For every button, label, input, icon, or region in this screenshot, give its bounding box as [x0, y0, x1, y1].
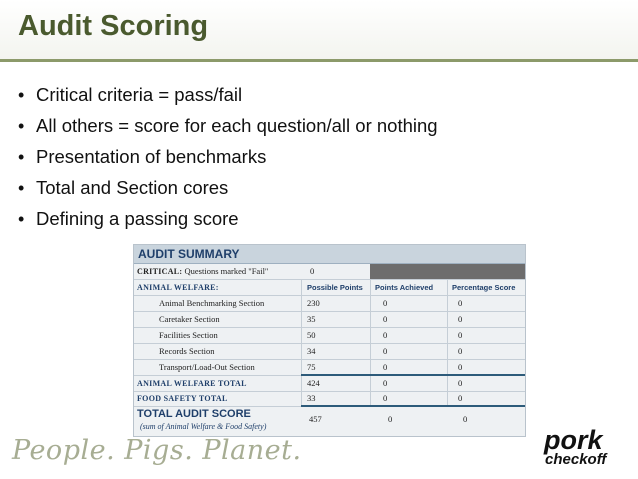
bullet-dot-icon: •	[18, 147, 25, 167]
bullet-dot-icon: •	[18, 116, 25, 136]
pork-checkoff-logo	[540, 425, 624, 469]
section-name: Animal Benchmarking Section	[159, 298, 265, 308]
bullet-text: Presentation of benchmarks	[36, 146, 267, 167]
title-band	[0, 0, 638, 62]
bullet-item	[18, 84, 438, 115]
column-header-row	[134, 280, 525, 296]
section-name: Records Section	[159, 346, 215, 356]
slide-title: Audit Scoring	[18, 10, 209, 42]
possible-points: 50	[301, 328, 369, 343]
percentage-score: 0	[447, 360, 525, 375]
points-achieved: 0	[370, 344, 447, 359]
points-achieved: 0	[370, 312, 447, 327]
points-achieved-header: Points Achieved	[370, 280, 447, 295]
percentage-score: 0	[447, 344, 525, 359]
logo-word-checkoff: checkoff	[545, 451, 607, 468]
possible-points: 424	[301, 376, 369, 391]
points-achieved: 0	[370, 296, 447, 311]
critical-text: Questions marked "Fail"	[184, 266, 269, 276]
critical-row	[134, 264, 525, 280]
percentage-score: 0	[447, 328, 525, 343]
bullet-item	[18, 115, 438, 146]
table-row	[134, 312, 525, 328]
bullet-item	[18, 146, 438, 177]
section-name: Facilities Section	[159, 330, 218, 340]
bullet-text: All others = score for each question/all or nothing	[36, 115, 438, 136]
bullet-dot-icon: •	[18, 209, 25, 229]
bullet-dot-icon: •	[18, 178, 25, 198]
possible-points: 457	[309, 414, 322, 424]
food-safety-total-label: FOOD SAFETY TOTAL	[137, 394, 228, 403]
percentage-score: 0	[447, 312, 525, 327]
points-achieved: 0	[370, 391, 447, 406]
percentage-score: 0	[447, 296, 525, 311]
animal-welfare-total-row	[134, 376, 525, 392]
audit-summary-table	[133, 244, 526, 437]
possible-points: 75	[301, 360, 369, 375]
bullet-item	[18, 208, 438, 239]
table-row	[134, 296, 525, 312]
critical-label: CRITICAL:	[137, 267, 183, 276]
bullet-dot-icon: •	[18, 85, 25, 105]
percentage-score: 0	[447, 376, 525, 391]
bullet-text: Critical criteria = pass/fail	[36, 84, 243, 105]
possible-points: 34	[301, 344, 369, 359]
bullet-text: Defining a passing score	[36, 208, 239, 229]
possible-points-header: Possible Points	[301, 280, 369, 295]
critical-shaded-block	[370, 264, 525, 279]
points-achieved: 0	[370, 376, 447, 391]
bullet-list	[18, 84, 438, 239]
animal-welfare-total-label: ANIMAL WELFARE TOTAL	[137, 379, 247, 388]
points-achieved: 0	[370, 360, 447, 375]
possible-points: 35	[301, 312, 369, 327]
bullet-item	[18, 177, 438, 208]
total-audit-score-subtitle: (sum of Animal Welfare & Food Safety)	[140, 422, 267, 431]
points-achieved: 0	[388, 414, 393, 424]
animal-welfare-header: ANIMAL WELFARE:	[137, 283, 219, 292]
total-audit-score-label: TOTAL AUDIT SCORE	[137, 408, 251, 420]
audit-summary-heading: AUDIT SUMMARY	[134, 245, 525, 264]
critical-value: 0	[310, 266, 315, 276]
bullet-text: Total and Section cores	[36, 177, 229, 198]
table-row	[134, 344, 525, 360]
total-audit-score-row	[134, 406, 525, 436]
percentage-score-header: Percentage Score	[447, 280, 525, 295]
section-name: Transport/Load-Out Section	[159, 362, 255, 372]
possible-points: 230	[301, 296, 369, 311]
percentage-score: 0	[447, 391, 525, 406]
points-achieved: 0	[370, 328, 447, 343]
possible-points: 33	[301, 391, 369, 406]
critical-label-cell	[137, 264, 299, 279]
percentage-score: 0	[463, 414, 468, 424]
table-row	[134, 328, 525, 344]
tagline: People. Pigs. Planet.	[12, 435, 302, 466]
section-name: Caretaker Section	[159, 314, 220, 324]
logo-word-pork: pork	[544, 425, 603, 455]
